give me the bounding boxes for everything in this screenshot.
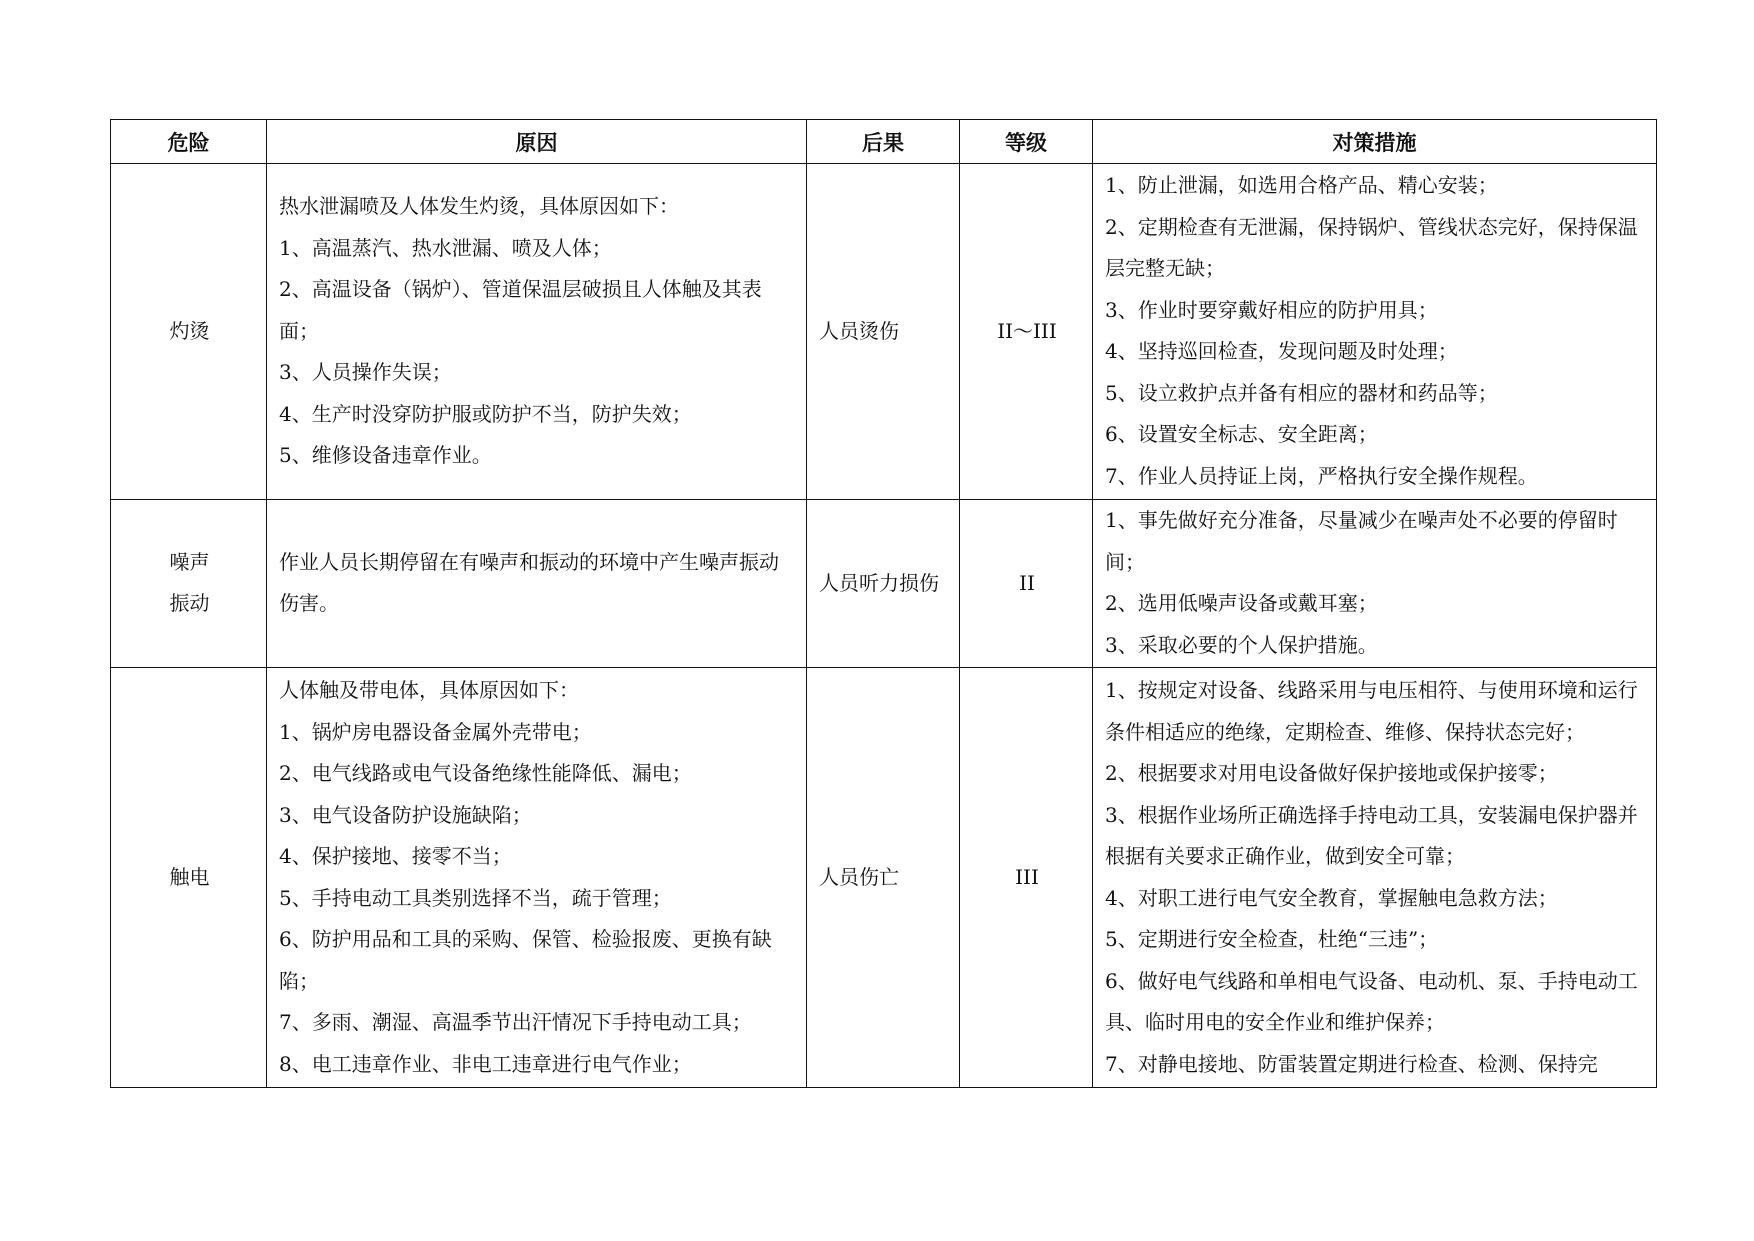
grade-cell: III: [960, 668, 1093, 1088]
table-header-row: [111, 120, 1657, 164]
cause-line: 2、电气线路或电气设备绝缘性能降低、漏电；: [279, 761, 692, 786]
cause-line: 1、锅炉房电器设备金属外壳带电；: [279, 719, 592, 744]
cause-line: 人体触及带电体，具体原因如下：: [279, 678, 579, 703]
cause-line: 作业人员长期停留在有噪声和振动的环境中产生噪声振动伤害。: [279, 549, 779, 616]
cause-line: 7、多雨、潮湿、高温季节出汗情况下手持电动工具；: [279, 1010, 752, 1035]
grade-cell: II～III: [960, 164, 1093, 500]
hazard-cell: [111, 499, 267, 667]
hazard-text: 振动: [169, 591, 210, 616]
measure-line: 2、定期检查有无泄漏，保持锅炉、管线状态完好，保持保温层完整无缺；: [1105, 214, 1638, 281]
cause-cell: [267, 668, 807, 1088]
measure-line: 7、对静电接地、防雷装置定期进行检查、检测、保持完: [1105, 1051, 1598, 1076]
consequence-cell: 人员伤亡: [807, 668, 960, 1088]
table-row: [111, 164, 1657, 500]
measures-cell: [1093, 668, 1657, 1088]
hazard-text: 噪声: [169, 549, 210, 574]
cause-line: 4、保护接地、接零不当；: [279, 844, 512, 869]
cause-line: 1、高温蒸汽、热水泄漏、喷及人体；: [279, 235, 612, 260]
hazard-cell: [111, 164, 267, 500]
measure-line: 1、事先做好充分准备，尽量减少在噪声处不必要的停留时间；: [1105, 508, 1618, 574]
measure-line: 2、根据要求对用电设备做好保护接地或保护接零；: [1105, 761, 1558, 786]
cause-line: 5、手持电动工具类别选择不当，疏于管理；: [279, 885, 672, 910]
measure-line: 6、设置安全标志、安全距离；: [1105, 422, 1378, 447]
header-grade: 等级: [960, 120, 1093, 164]
measure-line: 4、对职工进行电气安全教育，掌握触电急救方法；: [1105, 885, 1558, 910]
header-consequence: 后果: [807, 120, 960, 164]
hazard-text: 灼烫: [169, 318, 210, 343]
measure-line: 2、选用低噪声设备或戴耳塞；: [1105, 591, 1378, 616]
cause-line: 3、人员操作失误；: [279, 360, 452, 385]
hazard-text: 触电: [169, 864, 210, 889]
measure-line: 1、按规定对设备、线路采用与电压相符、与使用环境和运行条件相适应的绝缘，定期检查、维修、保持状态完好；: [1105, 678, 1638, 744]
cause-line: 8、电工违章作业、非电工违章进行电气作业；: [279, 1051, 692, 1076]
header-measures: 对策措施: [1093, 120, 1657, 164]
measures-cell: [1093, 499, 1657, 667]
consequence-text: 人员听力损伤: [819, 570, 939, 595]
measures-cell: [1093, 164, 1657, 500]
measure-line: 7、作业人员持证上岗，严格执行安全操作规程。: [1105, 463, 1538, 488]
cause-line: 4、生产时没穿防护服或防护不当，防护失效；: [279, 401, 692, 426]
table-row: [111, 668, 1657, 1088]
consequence-cell: 人员烫伤: [807, 164, 960, 500]
hazard-analysis-table: [110, 119, 1657, 1088]
measure-line: 5、定期进行安全检查，杜绝“三违”；: [1105, 927, 1439, 952]
measure-line: 1、防止泄漏，如选用合格产品、精心安装；: [1105, 173, 1498, 198]
consequence-cell: [807, 499, 960, 667]
header-cause: 原因: [267, 120, 807, 164]
cause-line: 3、电气设备防护设施缺陷；: [279, 802, 532, 827]
grade-cell: II: [960, 499, 1093, 667]
cause-line: 5、维修设备违章作业。: [279, 443, 492, 468]
measure-line: 6、做好电气线路和单相电气设备、电动机、泵、手持电动工具、临时用电的安全作业和维护保养；: [1105, 968, 1638, 1035]
cause-line: 6、防护用品和工具的采购、保管、检验报废、更换有缺陷；: [279, 927, 772, 993]
cause-cell: [267, 499, 807, 667]
measure-line: 3、采取必要的个人保护措施。: [1105, 632, 1378, 657]
table-row: [111, 499, 1657, 667]
cause-line: 热水泄漏喷及人体发生灼烫，具体原因如下：: [279, 194, 679, 219]
measure-line: 4、坚持巡回检查，发现问题及时处理；: [1105, 339, 1458, 364]
cause-cell: [267, 164, 807, 500]
measure-line: 3、作业时要穿戴好相应的防护用具；: [1105, 297, 1438, 322]
measure-line: 3、根据作业场所正确选择手持电动工具，安装漏电保护器并根据有关要求正确作业，做到安全可靠；: [1105, 802, 1638, 869]
header-hazard: 危险: [111, 120, 267, 164]
cause-line: 2、高温设备（锅炉）、管道保温层破损且人体触及其表面；: [279, 277, 762, 343]
hazard-cell: [111, 668, 267, 1088]
measure-line: 5、设立救护点并备有相应的器材和药品等；: [1105, 380, 1498, 405]
